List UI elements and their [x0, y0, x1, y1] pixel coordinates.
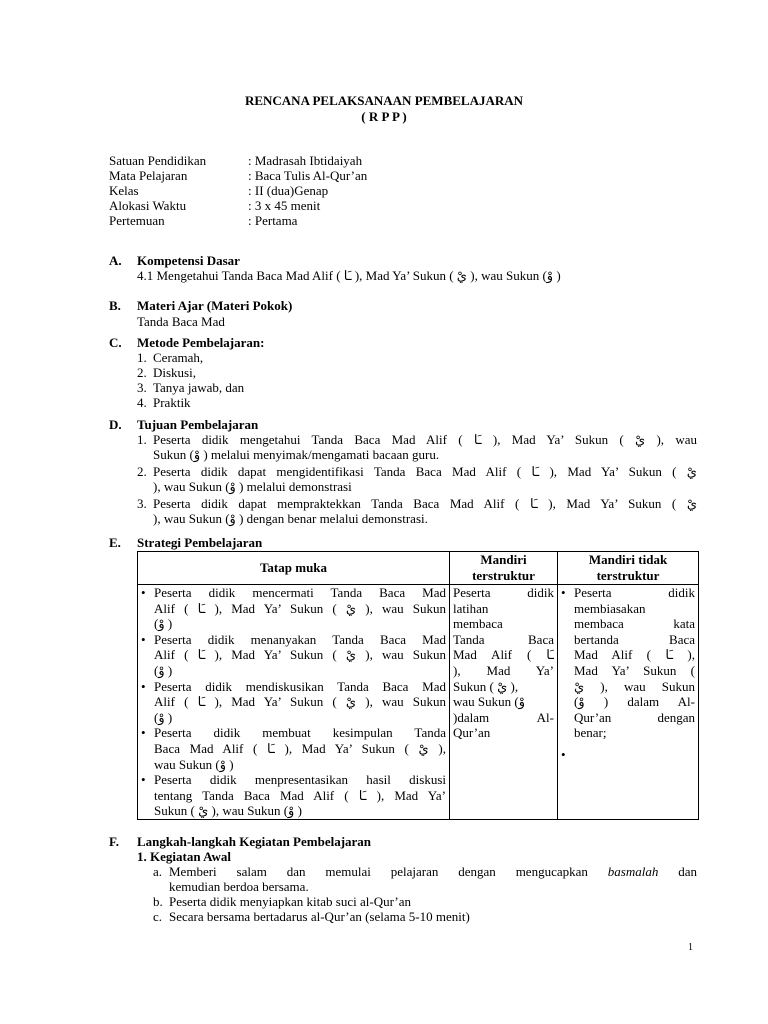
- identity-key-kelas: Kelas: [109, 183, 139, 198]
- objective-item-cont: ), wau Sukun (وْ ) melalui demonstrasi: [153, 479, 352, 494]
- section-e-letter: E.: [109, 535, 121, 550]
- activity-item-cont: kemudian berdoa bersama.: [169, 879, 309, 894]
- cell-mandiri-terstruktur: Peserta didik latihan membaca Tanda Baca Mad Alif ( ـَا ), Mad Ya’ Sukun ( يْ ), wau Sukun (وْ )dalam Al- Qur’an: [450, 585, 558, 820]
- header-tatap-muka: Tatap muka: [138, 552, 450, 585]
- list-item: • Peserta didik mendiskusikan Tanda Baca Mad Alif ( ـَا ), Mad Ya’ Sukun ( يْ ), wau Sukun (وْ ): [141, 679, 446, 726]
- section-a-title: Kompetensi Dasar: [137, 253, 240, 268]
- section-b-letter: B.: [109, 298, 121, 313]
- header-mandiri-terstruktur: Mandiri terstruktur: [450, 552, 558, 585]
- document-title: RENCANA PELAKSANAAN PEMBELAJARAN: [244, 93, 524, 108]
- section-d-letter: D.: [109, 417, 122, 432]
- objective-item: 2. Peserta didik dapat mengidentifikasi Tanda Baca Mad Alif ( ـَا ), Mad Ya’ Sukun ( يْ: [137, 464, 697, 479]
- method-item: 1. Ceramah,: [137, 350, 204, 365]
- method-item: 4. Praktik: [137, 395, 191, 410]
- identity-value-pertemuan: : Pertama: [248, 213, 298, 228]
- subsection-kegiatan-awal: 1. Kegiatan Awal: [137, 849, 232, 864]
- section-a-letter: A.: [109, 253, 122, 268]
- identity-key-pertemuan: Pertemuan: [109, 213, 165, 228]
- identity-value-kelas: : II (dua)Genap: [248, 183, 329, 198]
- section-a-content: 4.1 Mengetahui Tanda Baca Mad Alif ( ـَا ), Mad Ya’ Sukun ( يْ ), wau Sukun (وْ ): [137, 268, 561, 283]
- section-e-title: Strategi Pembelajaran: [137, 535, 263, 550]
- objective-item-cont: Sukun (وْ ) melalui menyimak/mengamati bacaan guru.: [153, 447, 440, 462]
- strategy-table-row: [138, 585, 699, 820]
- document-subtitle: ( R P P ): [361, 109, 407, 124]
- section-b-title: Materi Ajar (Materi Pokok): [137, 298, 293, 313]
- page-number: 1: [688, 942, 693, 953]
- list-item: • Peserta didik membiasakan membaca kata bertanda Baca Mad Alif ( ـَا ), Mad Ya’ Sukun ( يْ ), wau Sukun (وْ ) dalam Al- Qur’an dengan benar;: [561, 585, 695, 741]
- cell-tatap-muka: [138, 585, 450, 820]
- list-item: • Peserta didik membuat kesimpulan Tanda Baca Mad Alif ( ـَا ), Mad Ya’ Sukun ( يْ ), wau Sukun (وْ ): [141, 725, 446, 772]
- objective-item: 3. Peserta didik dapat mempraktekkan Tanda Baca Mad Alif ( ـَا ), Mad Ya’ Sukun ( يْ: [137, 496, 697, 511]
- activity-item: c. Secara bersama bertadarus al-Qur’an (selama 5-10 menit): [153, 909, 470, 924]
- identity-value-alokasi: : 3 x 45 menit: [248, 198, 321, 213]
- method-item: 2. Diskusi,: [137, 365, 196, 380]
- identity-key-satuan: Satuan Pendidikan: [109, 153, 207, 168]
- strategy-table-header: [138, 552, 699, 585]
- strategy-table: [137, 551, 699, 820]
- section-c-letter: C.: [109, 335, 122, 350]
- header-mandiri-tidak: Mandiri tidak terstruktur: [558, 552, 699, 585]
- activity-item: b. Peserta didik menyiapkan kitab suci al-Qur’an: [153, 894, 411, 909]
- section-f-letter: F.: [109, 834, 119, 849]
- method-item: 3. Tanya jawab, dan: [137, 380, 245, 395]
- activity-item: a. Memberi salam dan memulai pelajaran dengan mengucapkan basmalah dan: [153, 864, 697, 879]
- identity-value-mapel: : Baca Tulis Al-Qur’an: [248, 168, 368, 183]
- section-b-content: Tanda Baca Mad: [137, 314, 225, 329]
- objective-item-cont: ), wau Sukun (وْ ) dengan benar melalui demonstrasi.: [153, 511, 428, 526]
- list-item: • Peserta didik menanyakan Tanda Baca Mad Alif ( ـَا ), Mad Ya’ Sukun ( يْ ), wau Sukun (وْ ): [141, 632, 446, 679]
- objective-item: 1. Peserta didik mengetahui Tanda Baca Mad Alif ( ـَا ), Mad Ya’ Sukun ( يْ ), wau: [137, 432, 697, 447]
- section-d-title: Tujuan Pembelajaran: [137, 417, 259, 432]
- identity-key-alokasi: Alokasi Waktu: [109, 198, 187, 213]
- identity-key-mapel: Mata Pelajaran: [109, 168, 188, 183]
- list-item-empty: [561, 747, 695, 763]
- cell-mandiri-tidak: [558, 585, 699, 820]
- identity-value-satuan: : Madrasah Ibtidaiyah: [248, 153, 363, 168]
- section-c-title: Metode Pembelajaran:: [137, 335, 265, 350]
- list-item: • Peserta didik mencermati Tanda Baca Mad Alif ( ـَا ), Mad Ya’ Sukun ( يْ ), wau Sukun (وْ ): [141, 585, 446, 632]
- list-item: • Peserta didik menpresentasikan hasil diskusi tentang Tanda Baca Mad Alif ( ـَا ), Mad Ya’ Sukun ( يْ ), wau Sukun (وْ ): [141, 772, 446, 819]
- section-f-title: Langkah-langkah Kegiatan Pembelajaran: [137, 834, 372, 849]
